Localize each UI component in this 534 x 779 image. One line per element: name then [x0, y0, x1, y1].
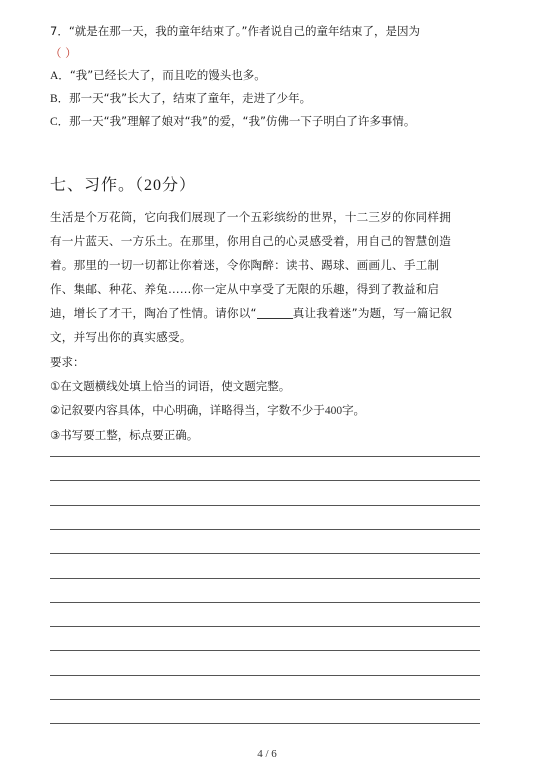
option-a-text: “我”已经长大了，而且吃的馒头也多。: [69, 68, 266, 82]
writing-line[interactable]: [50, 723, 480, 724]
question-7-stem: 7．“就是在那一天，我的童年结束了。”作者说自己的童年结束了，是因为: [50, 24, 420, 38]
essay-line-5-start: 迪，增长了才干，陶冶了性情。请你以“: [50, 306, 257, 320]
requirement-2: [50, 398, 485, 423]
option-c-letter: C．: [50, 116, 70, 128]
essay-line-5-end: 真让我着迷”为题，写一篇记叙: [292, 306, 453, 320]
section-title-text: 七、习作。: [50, 175, 136, 194]
option-c: [50, 110, 490, 133]
essay-prompt: [50, 205, 485, 349]
writing-line[interactable]: [50, 529, 480, 530]
writing-line[interactable]: [50, 626, 480, 627]
answer-parentheses: （ ）: [50, 46, 77, 60]
writing-line[interactable]: [50, 675, 480, 676]
writing-line[interactable]: [50, 699, 480, 700]
option-b-letter: B．: [50, 93, 70, 105]
writing-line[interactable]: [50, 505, 480, 506]
writing-line[interactable]: [50, 480, 480, 481]
requirement-2-end: 字。: [342, 403, 366, 417]
writing-line[interactable]: [50, 553, 480, 554]
essay-line-1: 生活是个万花筒，它向我们展现了一个五彩缤纷的世界，十二三岁的你同样拥: [50, 210, 451, 224]
essay-line-2: 有一片蓝天、一方乐土。在那里，你用自己的心灵感受着，用自己的智慧创造: [50, 234, 451, 248]
requirements: [50, 350, 485, 447]
option-c-text: 那一天“我”理解了娘对“我”的爱，“我”仿佛一下子明白了许多事情。: [69, 114, 416, 128]
word-count-number: 400: [324, 405, 343, 417]
essay-line-4: 作、集邮、种花、养兔……你一定从中享受了无限的乐趣，得到了教益和启: [50, 282, 440, 296]
requirement-3: ③书写要工整，标点要正确。: [50, 428, 199, 442]
writing-line[interactable]: [50, 650, 480, 651]
essay-line-5: [50, 301, 485, 325]
question-7: [50, 20, 490, 133]
writing-line[interactable]: [50, 578, 480, 579]
requirement-1: ①在文题横线处填上恰当的词语，使文题完整。: [50, 379, 291, 393]
page-number: 4 / 6: [257, 748, 277, 760]
section-points: （20分）: [135, 177, 197, 194]
writing-line[interactable]: [50, 456, 480, 457]
section-title: [50, 172, 196, 195]
essay-line-3: 着。那里的一切一切都让你着迷，令你陶醉：读书、踢球、画画儿、手工制: [50, 258, 440, 272]
option-a-letter: A．: [50, 70, 70, 82]
essay-line-6: 文，并写出你的真实感受。: [50, 330, 192, 344]
requirements-heading: 要求：: [50, 355, 85, 369]
requirement-2-start: ②记叙要内容具体，中心明确，详略得当，字数不少于: [50, 403, 325, 417]
option-a: [50, 64, 490, 87]
option-b: [50, 87, 490, 110]
title-blank: [257, 308, 293, 319]
option-b-text: 那一天“我”长大了，结束了童年，走进了少年。: [69, 91, 312, 105]
writing-line[interactable]: [50, 602, 480, 603]
